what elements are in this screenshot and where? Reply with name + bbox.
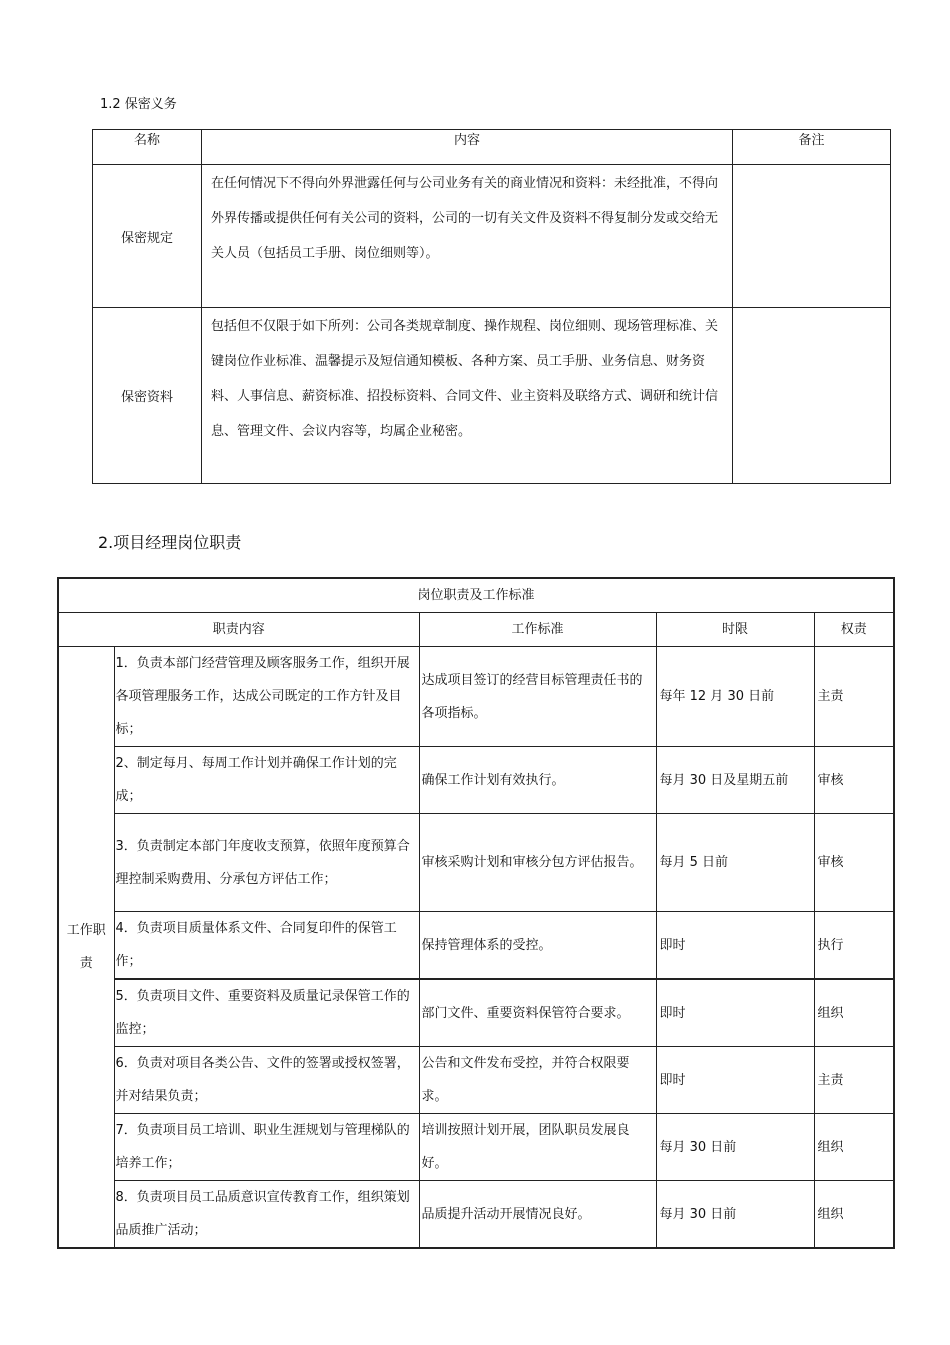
row-task: 7．负责项目员工培训、职业生涯规划与管理梯队的培养工作； <box>114 1114 419 1181</box>
row-remark <box>733 165 891 308</box>
row-content: 在任何情况下不得向外界泄露任何与公司业务有关的商业情况和资料：未经批准，不得向外界传播或提供任何有关公司的资料，公司的一切有关文件及资料不得复制分发或交给无关人员（包括员工手册、岗位细则等）。 <box>202 165 733 308</box>
table-row <box>58 1114 894 1181</box>
table-header-row <box>93 130 891 165</box>
row-role: 主责 <box>814 647 894 747</box>
confidentiality-table <box>92 129 891 484</box>
table-caption: 岗位职责及工作标准 <box>58 578 894 613</box>
row-role: 组织 <box>814 979 894 1047</box>
row-standard: 部门文件、重要资料保管符合要求。 <box>419 979 656 1047</box>
row-task: 4．负责项目质量体系文件、合同复印件的保管工作； <box>114 912 419 980</box>
row-standard: 公告和文件发布受控，并符合权限要求。 <box>419 1047 656 1114</box>
section-2-title: 2.项目经理岗位职责 <box>98 533 242 552</box>
row-standard: 培训按照计划开展，团队职员发展良好。 <box>419 1114 656 1181</box>
row-task: 2、制定每月、每周工作计划并确保工作计划的完成； <box>114 747 419 814</box>
side-label: 工作职责 <box>58 647 114 1249</box>
row-time: 每月 5 日前 <box>656 814 814 912</box>
row-name: 保密资料 <box>93 308 202 484</box>
row-role: 审核 <box>814 814 894 912</box>
table-row <box>93 308 891 484</box>
table-row <box>93 165 891 308</box>
header-remark: 备注 <box>733 130 891 165</box>
row-role: 组织 <box>814 1181 894 1249</box>
section-1-title: 1.2 保密义务 <box>100 97 177 112</box>
table-row <box>58 1047 894 1114</box>
row-time: 每月 30 日及星期五前 <box>656 747 814 814</box>
table-header-row <box>58 613 894 647</box>
row-time: 即时 <box>656 979 814 1047</box>
header-task: 职责内容 <box>58 613 419 647</box>
row-role: 组织 <box>814 1114 894 1181</box>
row-content: 包括但不仅限于如下所列：公司各类规章制度、操作规程、岗位细则、现场管理标准、关键岗位作业标准、温馨提示及短信通知模板、各种方案、员工手册、业务信息、财务资料、人事信息、薪资标准、招投标资料、合同文件、业主资料及联络方式、调研和统计信息、管理文件、会议内容等，均属企业秘密。 <box>202 308 733 484</box>
row-role: 主责 <box>814 1047 894 1114</box>
table-row <box>58 814 894 912</box>
row-task: 8．负责项目员工品质意识宣传教育工作，组织策划品质推广活动； <box>114 1181 419 1249</box>
row-time: 每年 12 月 30 日前 <box>656 647 814 747</box>
row-task: 5．负责项目文件、重要资料及质量记录保管工作的监控； <box>114 979 419 1047</box>
row-name: 保密规定 <box>93 165 202 308</box>
row-standard: 品质提升活动开展情况良好。 <box>419 1181 656 1249</box>
row-task: 6．负责对项目各类公告、文件的签署或授权签署，并对结果负责； <box>114 1047 419 1114</box>
row-time: 每月 30 日前 <box>656 1114 814 1181</box>
row-remark <box>733 308 891 484</box>
row-task: 1．负责本部门经营管理及顾客服务工作，组织开展各项管理服务工作，达成公司既定的工作方针及目标； <box>114 647 419 747</box>
duties-table <box>57 577 895 1249</box>
header-time: 时限 <box>656 613 814 647</box>
row-task: 3．负责制定本部门年度收支预算，依照年度预算合理控制采购费用、分承包方评估工作； <box>114 814 419 912</box>
table-caption-row <box>58 578 894 613</box>
header-content: 内容 <box>202 130 733 165</box>
header-name: 名称 <box>93 130 202 165</box>
row-time: 即时 <box>656 1047 814 1114</box>
header-role: 权责 <box>814 613 894 647</box>
table-row <box>58 1181 894 1249</box>
row-standard: 达成项目签订的经营目标管理责任书的各项指标。 <box>419 647 656 747</box>
row-standard: 保持管理体系的受控。 <box>419 912 656 980</box>
row-role: 审核 <box>814 747 894 814</box>
table-row <box>58 747 894 814</box>
header-standard: 工作标准 <box>419 613 656 647</box>
row-standard: 审核采购计划和审核分包方评估报告。 <box>419 814 656 912</box>
row-role: 执行 <box>814 912 894 980</box>
table-row <box>58 647 894 747</box>
row-standard: 确保工作计划有效执行。 <box>419 747 656 814</box>
table-row <box>58 912 894 980</box>
table-row <box>58 979 894 1047</box>
row-time: 每月 30 日前 <box>656 1181 814 1249</box>
row-time: 即时 <box>656 912 814 980</box>
